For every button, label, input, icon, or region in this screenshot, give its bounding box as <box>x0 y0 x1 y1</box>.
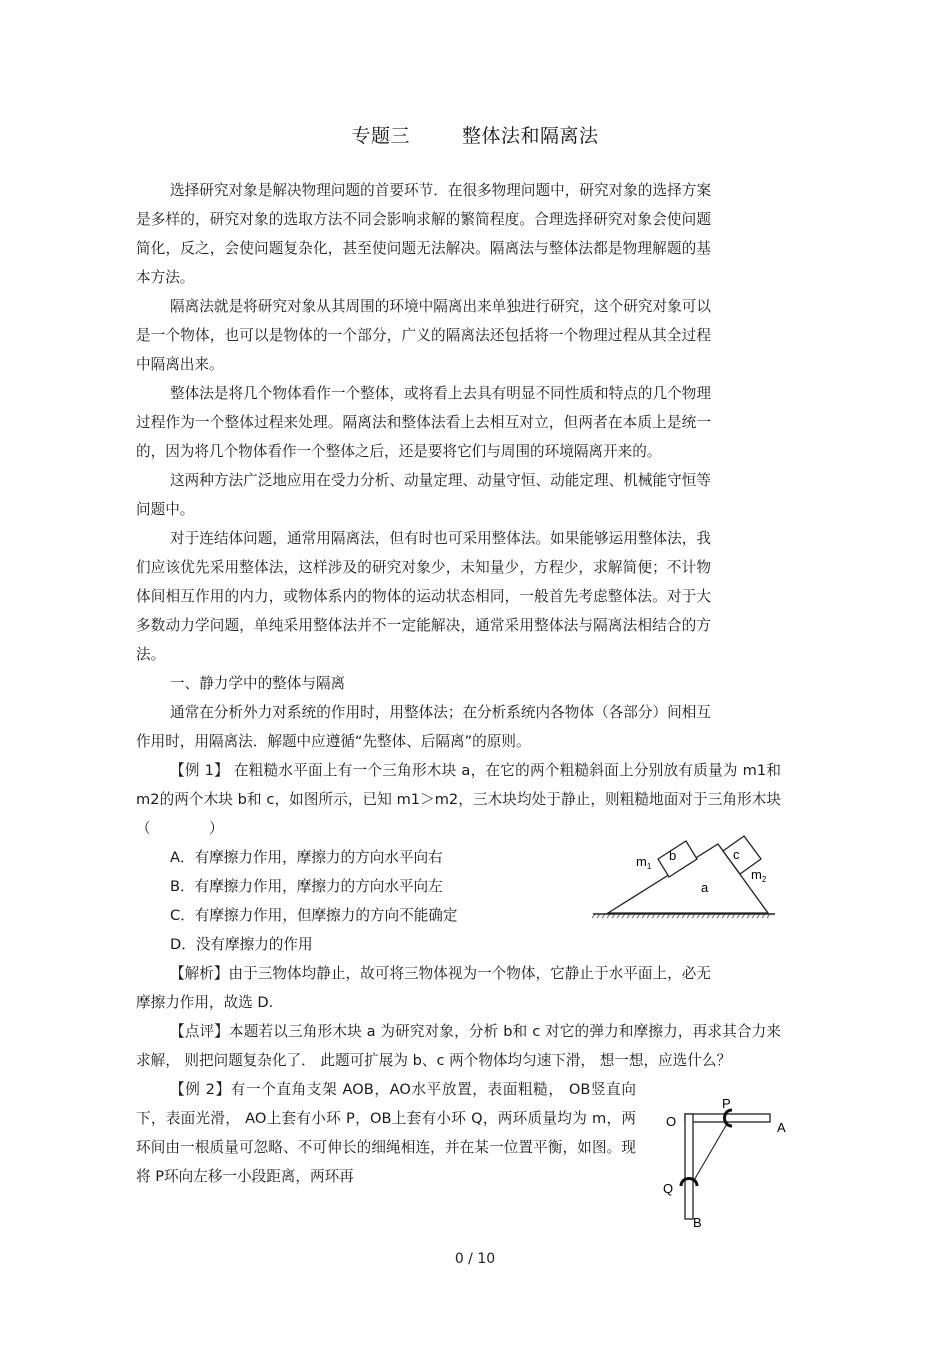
string-pq <box>693 1122 728 1182</box>
figure-bracket-aob <box>660 1094 800 1234</box>
bar-ao <box>685 1114 770 1122</box>
figure-triangle-blocks <box>590 830 780 930</box>
label-q: Q <box>663 1181 674 1196</box>
title-part2: 整体法和隔离法 <box>462 125 599 147</box>
intro-paragraph: 对于连结体问题，通常用隔离法，但有时也可采用整体法。如果能够运用整体法，我们应该优先采用整体法，这样涉及的研究对象少，未知量少，方程少，求解简便；不计物体间相互作用的内力，或物体系内的物体的运动状态相同，一般首先考虑整体法。对于大多数动力学问题，单纯采用整体法并不一定能解决，通常采用整体法与隔离法相结合的方法。 <box>136 530 711 663</box>
label-p: P <box>722 1096 731 1111</box>
example1-option-d: D．没有摩擦力的作用 <box>170 936 313 953</box>
label-m2: $m_2$ <box>751 867 767 884</box>
bar-ob <box>685 1114 693 1219</box>
label-o: O <box>666 1114 677 1129</box>
page-title <box>0 121 950 148</box>
example1-option-a: A．有摩擦力作用，摩擦力的方向水平向右 <box>170 849 443 866</box>
document-body <box>136 176 781 1191</box>
label-c: c <box>733 847 740 862</box>
intro-paragraph: 选择研究对象是解决物理问题的首要环节．在很多物理问题中，研究对象的选择方案是多样的，研究对象的选取方法不同会影响求解的繁简程度。合理选择研究对象会使问题简化，反之，会使问题复杂化，甚至使问题无法解决。隔离法与整体法都是物理解题的基本方法。 <box>136 182 711 286</box>
label-a: a <box>701 880 709 895</box>
example2-stem: 【例 2】有一个直角支架 AOB，AO水平放置，表面粗糙， OB竖直向下，表面光滑， AO上套有小环 P，OB上套有小环 Q，两环质量均为 m，两环间由一根质量可忽略、不可伸长的细绳相连，并在某一位置平衡，如图。现将 P环向左移一小段距离，两环再 <box>136 1081 636 1185</box>
section-text: 通常在分析外力对系统的作用时，用整体法；在分析系统内各物体（各部分）间相互作用时，用隔离法．解题中应遵循“先整体、后隔离”的原则。 <box>136 704 711 750</box>
example1-stem: 【例 1】 在粗糙水平面上有一个三角形木块 a，在它的两个粗糙斜面上分别放有质量为 m1和 m2的两个木块 b和 c，如图所示，已知 m1＞m2，三木块均处于静止，则粗糙地面对于三角形木块（ ） <box>136 762 781 837</box>
label-b: b <box>669 848 677 863</box>
section-heading: 一、静力学中的整体与隔离 <box>170 675 346 692</box>
example1-analysis: 【解析】由于三物体均静止，故可将三物体视为一个物体，它静止于水平面上，必无摩擦力作用，故选 D. <box>136 965 711 1011</box>
example1-comment: 【点评】本题若以三角形木块 a 为研究对象，分析 b和 c 对它的弹力和摩擦力，再求其合力来求解， 则把问题复杂化了． 此题可扩展为 b、c 两个物体均匀速下滑， 想一想，应选什么？ <box>136 1023 781 1069</box>
page-indicator: 0 / 10 <box>454 1251 496 1267</box>
intro-paragraph: 隔离法就是将研究对象从其周围的环境中隔离出来单独进行研究，这个研究对象可以是一个物体，也可以是物体的一个部分，广义的隔离法还包括将一个物理过程从其全过程中隔离出来。 <box>136 298 711 373</box>
example1-option-c: C．有摩擦力作用，但摩擦力的方向不能确定 <box>170 907 458 924</box>
label-m1: $m_1$ <box>636 854 652 871</box>
intro-paragraph: 这两种方法广泛地应用在受力分析、动量定理、动量守恒、动能定理、机械能守恒等问题中。 <box>136 472 711 518</box>
example1-option-b: B．有摩擦力作用，摩擦力的方向水平向左 <box>170 878 443 895</box>
intro-paragraph: 整体法是将几个物体看作一个整体，或将看上去具有明显不同性质和特点的几个物理过程作为一个整体过程来处理。隔离法和整体法看上去相互对立，但两者在本质上是统一的，因为将几个物体看作一个整体之后，还是要将它们与周围的环境隔离开来的。 <box>136 385 711 460</box>
label-a: A <box>777 1120 786 1135</box>
title-part1: 专题三 <box>351 125 410 147</box>
label-b: B <box>693 1215 702 1230</box>
